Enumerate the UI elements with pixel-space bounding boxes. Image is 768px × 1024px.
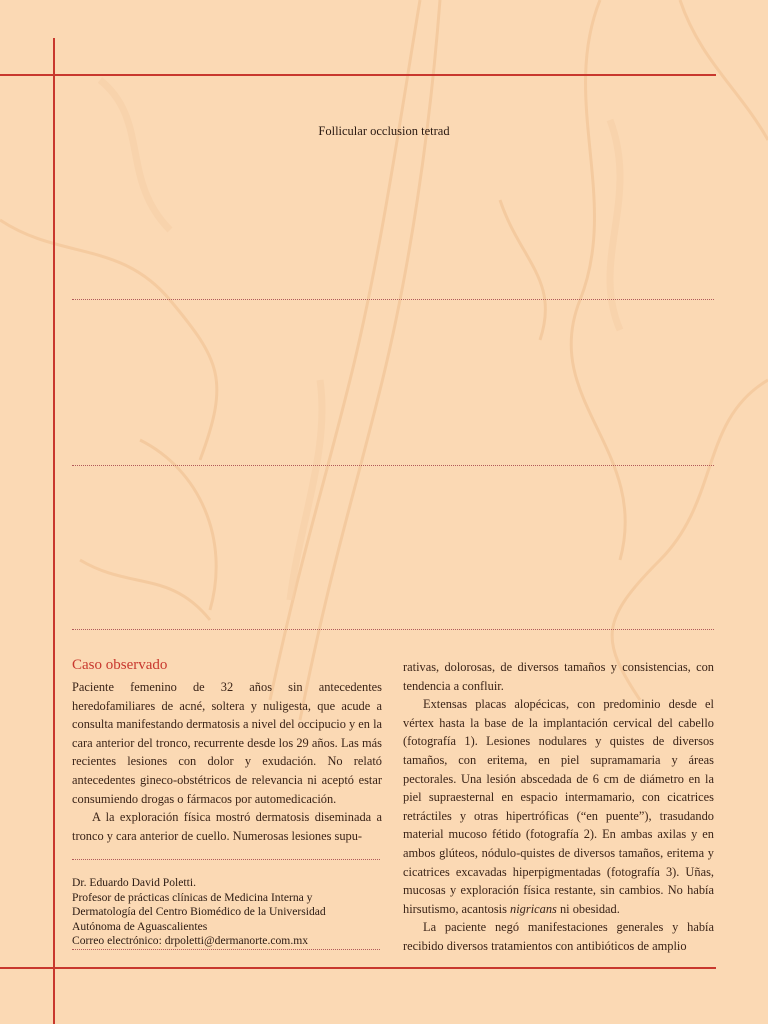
dotted-divider (72, 629, 714, 630)
dotted-divider (72, 299, 714, 300)
paragraph: rativas, dolorosas, de diversos tamaños y consistencias, con tendencia a confluir. (403, 660, 714, 693)
paragraph-text-end: ni obesidad. (556, 901, 620, 916)
top-red-rule (0, 74, 716, 76)
left-column (72, 655, 382, 845)
author-email: Correo electrónico: drpoletti@dermanorte.com.mx (72, 934, 309, 948)
right-column (403, 658, 714, 956)
author-name: Dr. Eduardo David Poletti. (72, 876, 196, 889)
paragraph: A la exploración física mostró dermatosis diseminada a tronco y cara anterior de cuello. Numerosas lesiones supu- (72, 810, 382, 843)
dotted-divider (72, 465, 714, 466)
author-divider-bottom (72, 949, 380, 950)
italic-term: nigricans (510, 901, 557, 916)
bottom-red-rule (0, 967, 716, 969)
vertical-red-rule (53, 38, 55, 1024)
paragraph-text: Extensas placas alopécicas, con predominio desde el vértex hasta la base de la implantación cervical del cabello (fotografía 1). Lesiones nodulares y quistes de diversos tamaños, con eritema, en piel supramamaria y áreas pectorales. Una lesión abscedada de 6 cm de diámetro en la piel supraesternal en espacio intermamario, con cicatrices retráctiles y otras hipertróficas (“en puente”), trasudando material mucoso fétido (fotografía 2). En ambas axilas y en ambos glúteos, nódulo-quistes de diversos tamaños, eritema y cicatrices excavadas hiperpigmentadas (fotografía 3). Uñas, mucosas y exploración física restante, sin cambios. No había hirsutismo, acantosis (403, 697, 714, 916)
author-divider-top (72, 859, 380, 860)
paragraph (403, 695, 714, 918)
running-header: Follicular occlusion tetrad (318, 124, 450, 138)
paragraph: La paciente negó manifestaciones generales y había recibido diversos tratamientos con antibióticos de amplio (403, 920, 714, 953)
author-info (72, 876, 382, 949)
author-affiliation: Dermatología del Centro Biomédico de la Universidad (72, 905, 326, 919)
paragraph: Paciente femenino de 32 años sin antecedentes heredofamiliares de acné, soltera y nuligesta, que acude a consulta manifestando dermatosis a nivel del occipucio y en la cara anterior del tronco, recurrente desde los 29 años. Las más recientes lesiones con dolor y exudación. No relató antecedentes gineco-obstétricos de relevancia ni aceptó estar consumiendo drogas o fármacos por automedicación. (72, 680, 383, 806)
author-affiliation: Profesor de prácticas clínicas de Medicina Interna y (72, 890, 313, 904)
author-affiliation: Autónoma de Aguascalientes (72, 919, 208, 933)
section-title: Caso observado (72, 657, 168, 673)
